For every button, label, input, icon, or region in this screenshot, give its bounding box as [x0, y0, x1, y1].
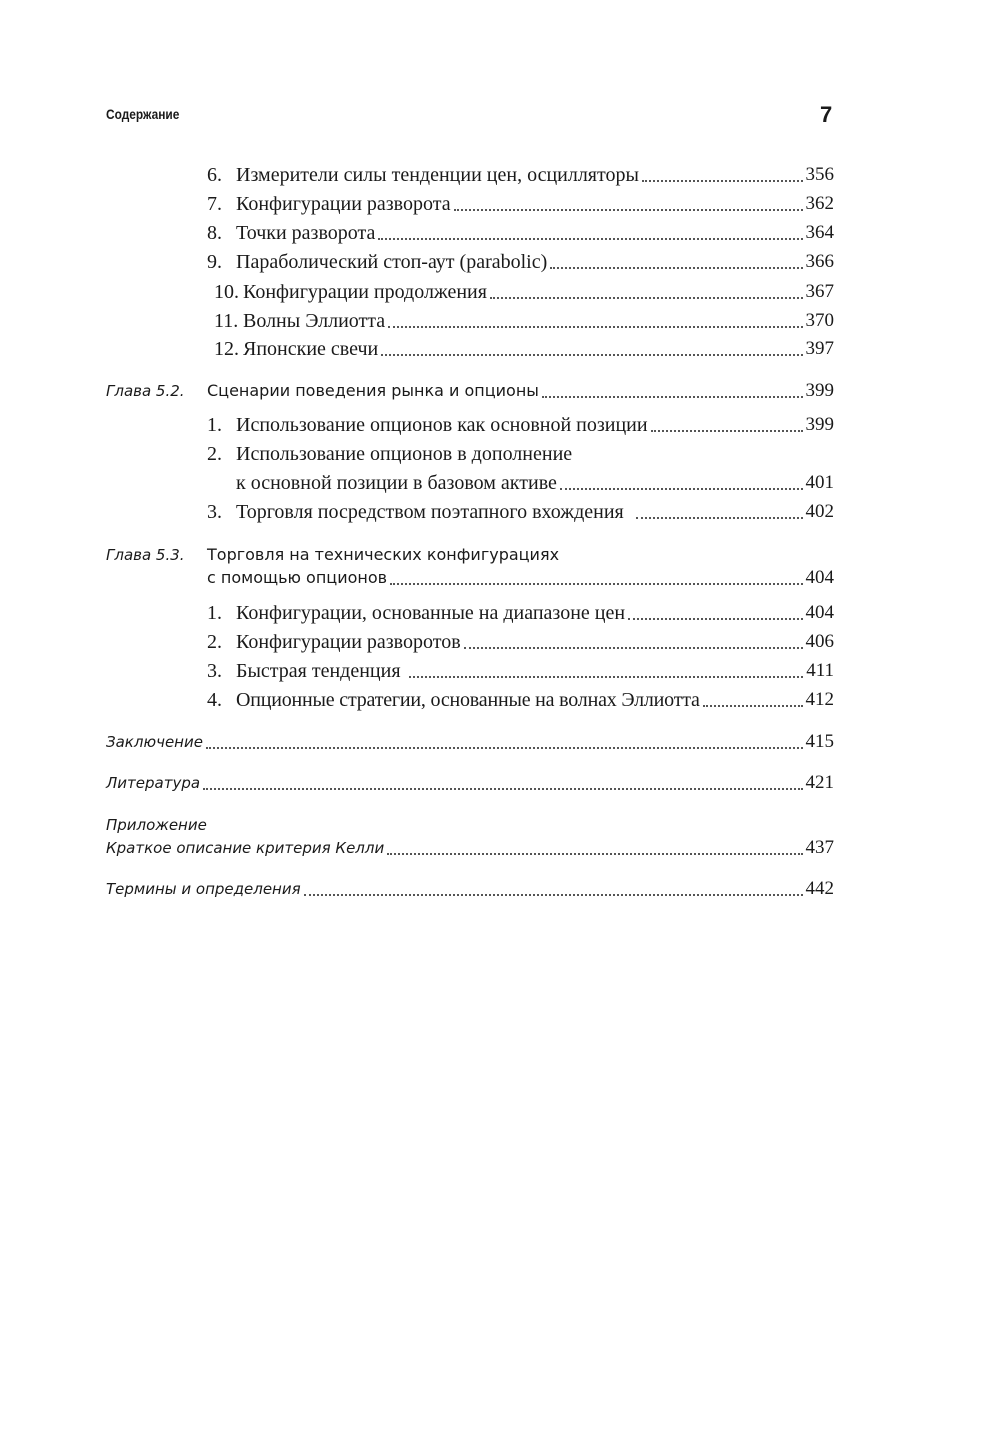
entry-title: Волны Эллиотта — [243, 310, 386, 332]
toc-entry[interactable] — [207, 191, 834, 217]
entry-title: Использование опционов как основной позиции — [236, 414, 648, 436]
toc-entry-conclusion[interactable] — [106, 729, 834, 755]
entry-page: 364 — [805, 222, 834, 243]
dot-leader — [560, 488, 803, 490]
toc-entry-literature[interactable] — [106, 770, 834, 796]
entry-title: Конфигурации разворота — [236, 193, 451, 215]
chapter-entry[interactable] — [207, 565, 834, 591]
toc-entry[interactable] — [207, 687, 834, 713]
dot-leader — [409, 676, 804, 678]
dot-leader — [636, 517, 803, 519]
toc-entry[interactable] — [236, 470, 834, 496]
toc-entry[interactable] — [207, 629, 834, 655]
entry-page: 367 — [805, 281, 834, 302]
page-number: 7 — [820, 102, 833, 127]
entry-page: 401 — [805, 472, 834, 493]
entry-number: 9. — [207, 251, 222, 273]
dot-leader — [464, 647, 803, 649]
entry-page: 356 — [805, 164, 834, 185]
chapter-title-continued: с помощью опционов — [207, 568, 388, 587]
entry-title: Точки разворота — [236, 222, 376, 244]
toc-entry[interactable] — [214, 279, 834, 305]
dot-leader — [642, 180, 803, 182]
toc-entry[interactable] — [207, 499, 834, 525]
entry-title: Параболический стоп-аут (parabolic) — [236, 251, 548, 273]
chapter-entry[interactable] — [207, 378, 834, 404]
entry-page: 412 — [805, 689, 834, 710]
entry-title-continued: к основной позиции в базовом активе — [236, 472, 557, 494]
dot-leader — [388, 326, 802, 328]
entry-page: 397 — [805, 338, 834, 359]
dot-leader — [628, 618, 802, 620]
entry-page: 415 — [805, 731, 834, 752]
entry-title: Опционные стратегии, основанные на волнах Эллиотта — [236, 689, 700, 711]
toc-entry[interactable] — [207, 658, 834, 684]
entry-page: 404 — [805, 602, 834, 623]
toc-entry[interactable] — [207, 162, 834, 188]
toc-entry[interactable] — [207, 220, 834, 246]
toc-entry-terms[interactable] — [106, 876, 834, 902]
entry-page: 411 — [806, 660, 834, 681]
dot-leader — [381, 354, 802, 356]
toc-entry[interactable] — [207, 600, 834, 626]
entry-number: 6. — [207, 164, 222, 186]
running-header: Содержание — [106, 106, 180, 122]
chapter-title: Торговля на технических конфигурациях — [207, 545, 560, 564]
dot-leader — [490, 297, 803, 299]
entry-page: 399 — [805, 414, 834, 435]
chapter-title: Сценарии поведения рынка и опционы — [207, 381, 539, 400]
entry-title: Конфигурации, основанные на диапазоне цен — [236, 602, 626, 624]
entry-number: 8. — [207, 222, 222, 244]
toc-entry[interactable] — [207, 412, 834, 438]
entry-page: 370 — [805, 310, 834, 331]
dot-leader — [651, 430, 803, 432]
entry-number: 11. — [214, 310, 239, 332]
dot-leader — [203, 788, 802, 790]
toc-entry-appendix[interactable] — [106, 835, 834, 861]
dot-leader — [542, 396, 803, 398]
toc-entry[interactable] — [214, 308, 834, 334]
entry-number: 10. — [214, 281, 239, 303]
chapter-label: Глава 5.2. — [106, 382, 185, 400]
entry-number: 12. — [214, 338, 239, 360]
entry-page: 406 — [805, 631, 834, 652]
entry-page: 404 — [805, 567, 834, 588]
entry-number: 2. — [207, 443, 222, 465]
entry-title: Торговля посредством поэтапного вхождения — [236, 501, 624, 523]
entry-title: Заключение — [106, 733, 203, 751]
entry-title: Литература — [106, 774, 201, 792]
dot-leader — [387, 853, 802, 855]
entry-number: 3. — [207, 660, 222, 682]
entry-title: Быстрая тенденция — [236, 660, 401, 682]
dot-leader — [378, 238, 802, 240]
entry-title: Японские свечи — [243, 338, 379, 360]
entry-page: 402 — [805, 501, 834, 522]
dot-leader — [454, 209, 803, 211]
entry-page: 437 — [805, 837, 834, 858]
entry-number: 1. — [207, 602, 222, 624]
entry-number: 1. — [207, 414, 222, 436]
entry-number: 3. — [207, 501, 222, 523]
entry-title: Измерители силы тенденции цен, осцилляторы — [236, 164, 639, 186]
dot-leader — [390, 583, 802, 585]
appendix-label: Приложение — [106, 816, 207, 834]
entry-title: Конфигурации разворотов — [236, 631, 461, 653]
entry-number: 7. — [207, 193, 222, 215]
entry-page: 421 — [805, 772, 834, 793]
dot-leader — [206, 747, 803, 749]
entry-number: 2. — [207, 631, 222, 653]
entry-title: Термины и определения — [106, 880, 301, 898]
chapter-label: Глава 5.3. — [106, 546, 185, 564]
toc-entry[interactable] — [207, 249, 834, 275]
entry-page: 442 — [805, 878, 834, 899]
entry-title: Конфигурации продолжения — [243, 281, 487, 303]
entry-title: Использование опционов в дополнение — [236, 443, 573, 465]
entry-page: 399 — [805, 380, 834, 401]
toc-entry-first-line[interactable] — [207, 441, 572, 467]
toc-entry[interactable] — [214, 336, 834, 362]
dot-leader — [304, 894, 803, 896]
entry-page: 366 — [805, 251, 834, 272]
entry-number: 4. — [207, 689, 222, 711]
dot-leader — [703, 705, 803, 707]
entry-title: Краткое описание критерия Келли — [106, 839, 385, 857]
entry-page: 362 — [805, 193, 834, 214]
dot-leader — [550, 267, 802, 269]
